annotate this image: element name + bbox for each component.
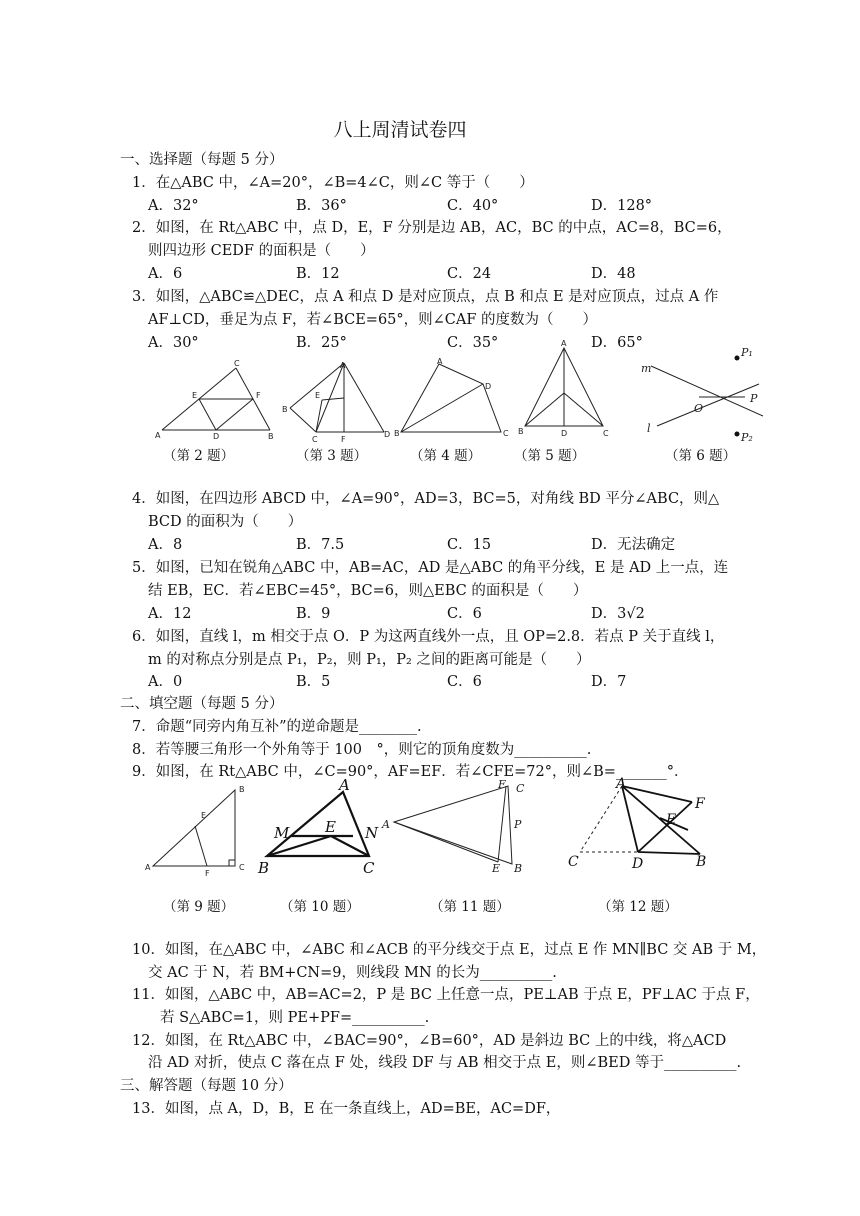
question-6-line1: 6．如图，直线 l，m 相交于点 O．P 为这两直线外一点，且 OP=2.8．若点 P 关于直线 l， xyxy=(132,629,725,645)
section-fill: 二、填空题（每题 5 分） xyxy=(120,696,284,712)
point-p2 xyxy=(735,432,740,437)
point-p1 xyxy=(735,356,740,361)
f2-label: D xyxy=(213,432,220,441)
f11-label: E xyxy=(492,862,501,875)
question-4-line2: BCD 的面积为（ ） xyxy=(148,514,303,530)
f10-label: C xyxy=(363,859,375,877)
f3-label: F xyxy=(341,435,346,444)
q3-option-d: D．65° xyxy=(591,335,643,351)
question-2-line1: 2．如图，在 Rt△ABC 中，点 D，E，F 分别是边 AB，AC，BC 的中点，AC=8，BC=6， xyxy=(132,220,732,236)
q4-option-a: A．8 xyxy=(148,537,183,553)
question-11-line2: 若 S△ABC=1，则 PE+PF=__________. xyxy=(160,1010,430,1026)
q5-option-c: C．6 xyxy=(447,606,482,622)
caption-q11: （第 11 题） xyxy=(430,899,510,915)
question-7: 7．命题“同旁内角互补”的逆命题是________. xyxy=(132,719,422,735)
q2-option-d: D．48 xyxy=(591,266,636,282)
f2-label: E xyxy=(192,391,198,400)
f10-label: B xyxy=(258,859,270,877)
figure-q9 xyxy=(145,780,250,880)
q6-option-d: D．7 xyxy=(591,674,627,690)
question-6-line2: m 的对称点分别是点 P₁，P₂，则 P₁，P₂ 之间的距离可能是（ ） xyxy=(148,652,591,668)
question-2-line2: 则四边形 CEDF 的面积是（ ） xyxy=(148,243,375,259)
f9-label: C xyxy=(239,863,245,872)
f2-label: C xyxy=(234,359,240,368)
caption-q5: （第 5 题） xyxy=(514,448,586,464)
question-12-line1: 12．如图，在 Rt△ABC 中，∠BAC=90°，∠B=60°，AD 是斜边 BC 上的中线，将△ACD xyxy=(132,1033,727,1049)
f5-label: C xyxy=(603,429,609,438)
f12-label: D xyxy=(632,856,644,872)
question-8: 8．若等腰三角形一个外角等于 100 °，则它的顶角度数为__________. xyxy=(132,742,592,758)
f6-label: P xyxy=(750,392,758,405)
figure-q6 xyxy=(635,344,765,444)
f12-label: C xyxy=(568,854,579,870)
f2-label: B xyxy=(268,432,274,441)
question-10-line2: 交 AC 于 N，若 BM+CN=9，则线段 MN 的长为__________. xyxy=(148,965,557,981)
caption-q2: （第 2 题） xyxy=(163,448,235,464)
caption-q3: （第 3 题） xyxy=(296,448,368,464)
figure-q2 xyxy=(150,358,280,448)
q2-option-c: C．24 xyxy=(447,266,492,282)
question-10-line1: 10．如图，在△ABC 中，∠ABC 和∠ACB 的平分线交于点 E，过点 E 作 MN∥BC 交 AB 于 M， xyxy=(132,942,767,958)
figure-q3 xyxy=(280,358,395,448)
f10-label: N xyxy=(365,824,379,842)
q3-option-b: B．25° xyxy=(296,335,347,351)
question-12-line2: 沿 AD 对折，使点 C 落在点 F 处，线段 DF 与 AB 相交于点 E，则∠BED 等于__________. xyxy=(148,1055,742,1071)
question-4-line1: 4．如图，在四边形 ABCD 中，∠A=90°，AD=3，BC=5，对角线 BD 平分∠ABC，则△ xyxy=(132,491,720,507)
q6-option-a: A．0 xyxy=(148,674,183,690)
section-answer: 三、解答题（每题 10 分） xyxy=(120,1078,293,1094)
question-3-line2: AF⊥CD，垂足为点 F，若∠BCE=65°，则∠CAF 的度数为（ ） xyxy=(148,312,598,328)
caption-q9: （第 9 题） xyxy=(163,899,235,915)
f3-label: C xyxy=(312,435,318,444)
figure-q5 xyxy=(517,338,617,443)
f9-label: E xyxy=(201,811,207,820)
page-title: 八上周清试卷四 xyxy=(333,119,467,141)
f11-label: P xyxy=(514,818,522,831)
caption-q12: （第 12 题） xyxy=(598,899,678,915)
q3-option-c: C．35° xyxy=(447,335,499,351)
f12-label: E xyxy=(666,812,677,828)
q4-option-d: D．无法确定 xyxy=(591,537,676,553)
f10-label: M xyxy=(274,824,290,842)
f6-label: P₂ xyxy=(741,431,753,444)
question-5-line2: 结 EB，EC．若∠EBC=45°，BC=6，则△EBC 的面积是（ ） xyxy=(148,583,588,599)
caption-q4: （第 4 题） xyxy=(410,448,482,464)
q6-option-b: B．5 xyxy=(296,674,331,690)
q1-option-c: C．40° xyxy=(447,198,499,214)
q2-option-a: A．6 xyxy=(148,266,183,282)
section-choice: 一、选择题（每题 5 分） xyxy=(120,152,284,168)
f9-label: A xyxy=(145,863,151,872)
q3-option-a: A．30° xyxy=(148,335,199,351)
f5-label: A xyxy=(561,339,567,348)
question-3-line1: 3．如图，△ABC≌△DEC，点 A 和点 D 是对应顶点，点 B 和点 E 是对应顶点，过点 A 作 xyxy=(132,289,719,305)
figure-q10 xyxy=(255,778,385,878)
caption-q6: （第 6 题） xyxy=(665,448,737,464)
f11-label: A xyxy=(382,818,390,831)
figure-q11 xyxy=(380,778,530,878)
f11-label: F xyxy=(498,778,506,791)
f6-label: l xyxy=(647,422,651,435)
caption-q10: （第 10 题） xyxy=(280,899,360,915)
f2-label: A xyxy=(155,431,161,440)
q1-option-d: D．128° xyxy=(591,198,653,214)
f2-label: F xyxy=(256,391,261,400)
figure-q4 xyxy=(393,356,518,446)
question-1: 1．在△ABC 中，∠A=20°，∠B=4∠C，则∠C 等于（ ） xyxy=(132,175,534,191)
question-9: 9．如图，在 Rt△ABC 中，∠C=90°，AF=EF．若∠CFE=72°，则∠B=_______°． xyxy=(132,764,689,780)
f12-label: A xyxy=(616,776,627,792)
q1-option-b: B．36° xyxy=(296,198,347,214)
f11-label: B xyxy=(514,862,523,875)
f9-label: B xyxy=(239,785,245,794)
f12-label: B xyxy=(696,854,707,870)
f3-label: D xyxy=(384,430,391,439)
f4-label: A xyxy=(437,357,443,366)
q6-option-c: C．6 xyxy=(447,674,482,690)
f5-label: B xyxy=(518,427,524,436)
f3-label: B xyxy=(282,405,288,414)
q4-option-c: C．15 xyxy=(447,537,492,553)
f3-label: E xyxy=(315,391,321,400)
q4-option-b: B．7.5 xyxy=(296,537,345,553)
f6-label: P₁ xyxy=(741,346,753,359)
q5-option-b: B．9 xyxy=(296,606,331,622)
q5-option-a: A．12 xyxy=(148,606,192,622)
f11-label: C xyxy=(516,782,525,795)
question-11-line1: 11．如图，△ABC 中，AB=AC=2，P 是 BC 上任意一点，PE⊥AB 于点 E，PF⊥AC 于点 F， xyxy=(132,987,760,1003)
f4-label: D xyxy=(485,382,492,391)
question-5-line1: 5．如图，已知在锐角△ABC 中，AB=AC，AD 是△ABC 的角平分线，E 是 AD 上一点，连 xyxy=(132,560,729,576)
f6-label: m xyxy=(641,362,652,375)
f6-label: O xyxy=(694,402,704,415)
f3-label: A xyxy=(340,361,346,370)
q2-option-b: B．12 xyxy=(296,266,340,282)
q1-option-a: A．32° xyxy=(148,198,199,214)
f12-label: F xyxy=(695,796,705,812)
f5-label: D xyxy=(561,429,568,438)
q5-option-d: D．3√2 xyxy=(591,606,645,622)
f4-label: B xyxy=(394,429,400,438)
f4-label: C xyxy=(503,429,509,438)
f10-label: E xyxy=(325,818,336,836)
question-13: 13．如图，点 A，D，B，E 在一条直线上，AD=BE，AC=DF， xyxy=(132,1101,561,1117)
f9-label: F xyxy=(205,869,210,878)
f10-label: A xyxy=(339,778,350,794)
figure-q12 xyxy=(560,774,720,874)
